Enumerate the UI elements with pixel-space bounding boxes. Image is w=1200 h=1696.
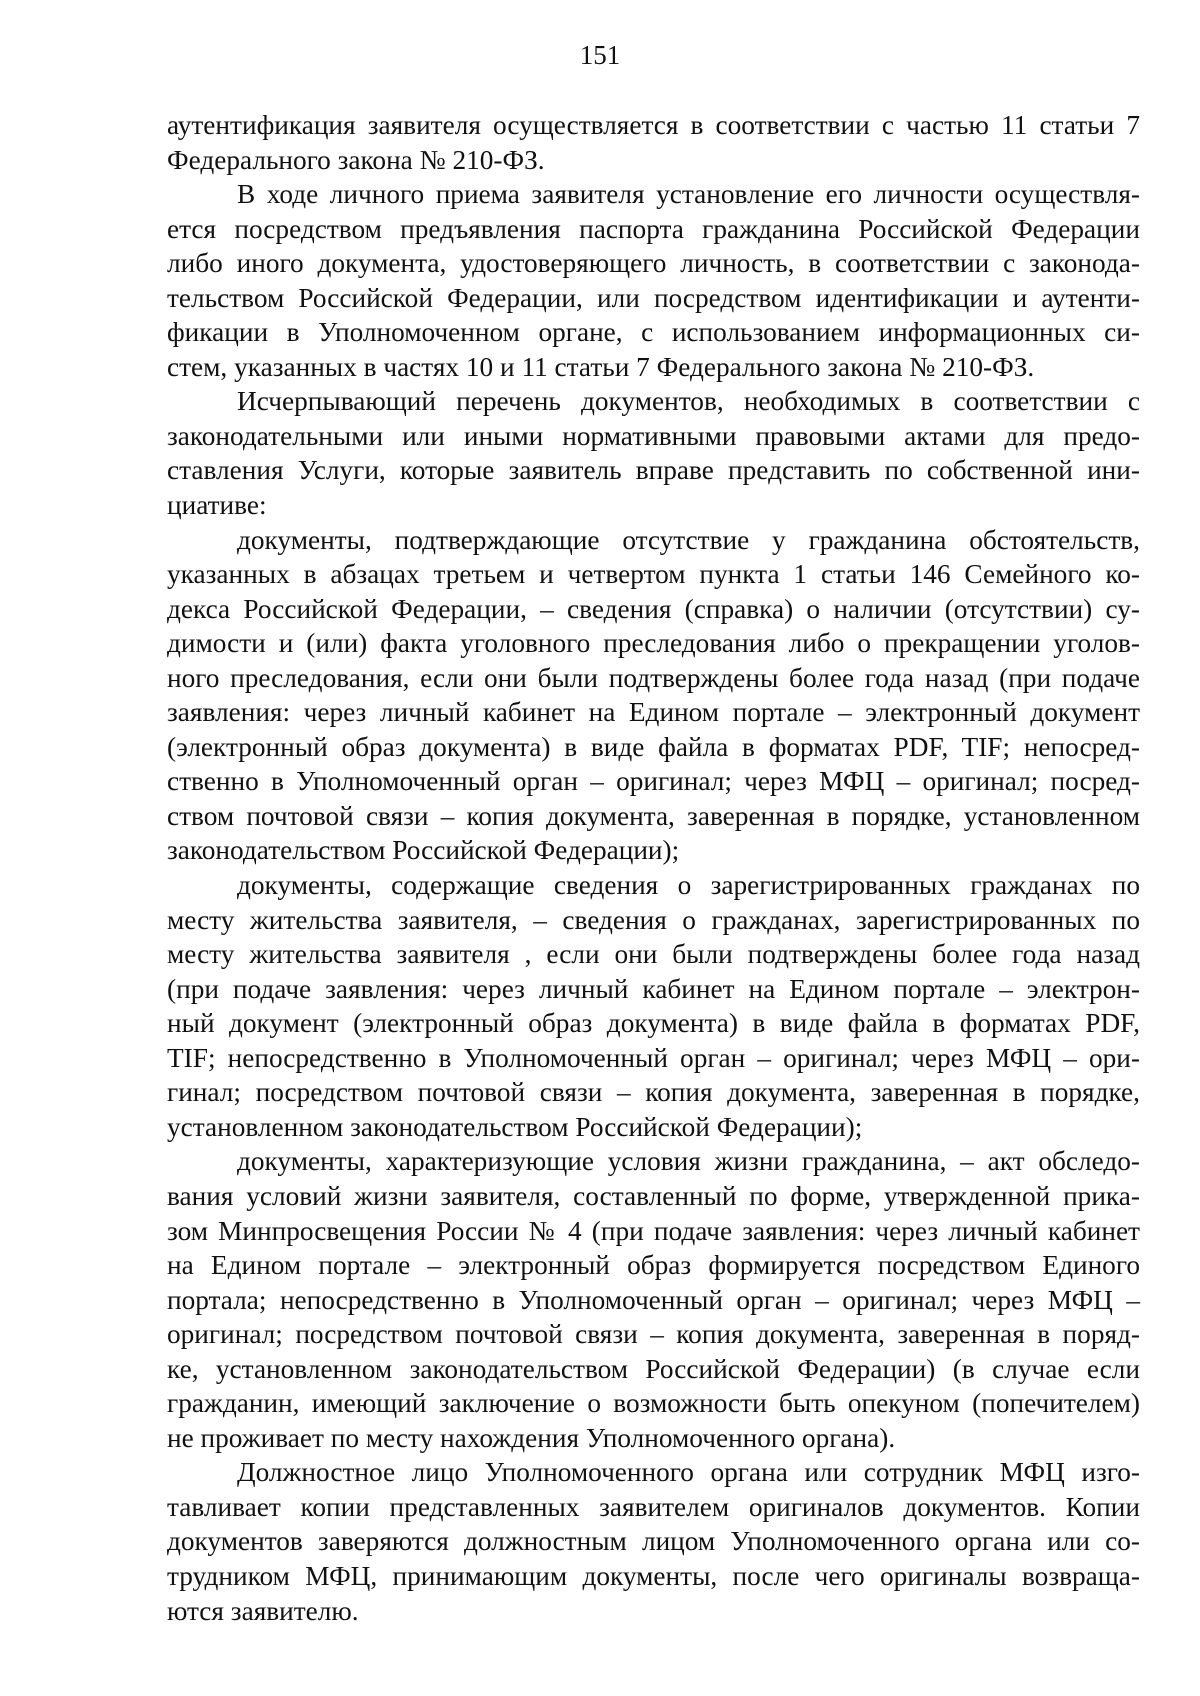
document-body	[167, 108, 1140, 1628]
paragraph	[167, 177, 1140, 384]
paragraph	[167, 1455, 1140, 1628]
text-line: гинал; посредством почтовой связи – копия документа, заверенная в порядке,	[167, 1077, 1140, 1108]
paragraph	[167, 384, 1140, 522]
text-line: Должностное лицо Уполномоченного органа или сотрудник МФЦ изго-	[237, 1457, 1140, 1488]
text-line: законодательными или иными нормативными правовыми актами для предо-	[167, 420, 1140, 451]
text-line: аутентификация заявителя осуществляется в соответствии с частью 11 статьи 7	[167, 110, 1140, 140]
text-line: портала; непосредственно в Уполномоченный орган – оригинал; через МФЦ –	[167, 1284, 1140, 1315]
text-line: указанных в абзацах третьем и четвертом пункта 1 статьи 146 Семейного ко-	[167, 559, 1140, 590]
text-line: циативе:	[167, 490, 267, 521]
text-line: (электронный образ документа) в виде файла в форматах PDF, TIF; непосред-	[167, 731, 1140, 762]
text-line: ством почтовой связи – копия документа, заверенная в порядке, установленном	[167, 800, 1140, 831]
paragraph	[167, 868, 1140, 1144]
text-line: ются заявителю.	[167, 1595, 359, 1626]
text-line: заявления: через личный кабинет на Едином портале – электронный документ	[167, 697, 1140, 728]
text-line: не проживает по месту нахождения Уполномоченного органа).	[167, 1422, 896, 1453]
text-line: фикации в Уполномоченном органе, с использованием информационных си-	[167, 317, 1140, 348]
text-line: месту жительства заявителя, – сведения о гражданах, зарегистрированных по	[167, 904, 1140, 935]
text-line: ется посредством предъявления паспорта гражданина Российской Федерации	[167, 213, 1140, 244]
text-line: трудником МФЦ, принимающим документы, после чего оригиналы возвраща-	[167, 1560, 1140, 1591]
paragraph	[167, 108, 1140, 177]
text-line: стем, указанных в частях 10 и 11 статьи 7 Федерального закона № 210-ФЗ.	[167, 351, 1035, 382]
text-line: (при подаче заявления: через личный кабинет на Едином портале – электрон-	[167, 973, 1140, 1004]
text-line: ке, установленном законодательством Российской Федерации) (в случае если	[167, 1353, 1140, 1384]
text-line: тавливает копии представленных заявителем оригиналов документов. Копии	[167, 1491, 1140, 1522]
text-line: гражданин, имеющий заключение о возможности быть опекуном (попечителем)	[167, 1388, 1140, 1419]
text-line: Исчерпывающий перечень документов, необходимых в соответствии с	[237, 386, 1140, 417]
text-line: зом Минпросвещения России № 4 (при подаче заявления: через личный кабинет	[167, 1215, 1140, 1246]
text-line: димости и (или) факта уголовного преследования либо о прекращении уголов-	[167, 628, 1140, 659]
text-line: ного преследования, если они были подтверждены более года назад (при подаче	[167, 662, 1140, 693]
text-line: ный документ (электронный образ документа) в виде файла в форматах PDF,	[167, 1008, 1140, 1039]
text-line: ственно в Уполномоченный орган – оригинал; через МФЦ – оригинал; посред-	[167, 766, 1140, 797]
page-number: 151	[579, 40, 621, 70]
text-line: В ходе личного приема заявителя установление его личности осуществля-	[237, 179, 1140, 210]
paragraph	[167, 1144, 1140, 1455]
text-line: декса Российской Федерации, – сведения (справка) о наличии (отсутствии) су-	[167, 593, 1140, 624]
text-line: документы, подтверждающие отсутствие у гражданина обстоятельств,	[237, 524, 1140, 555]
text-line: либо иного документа, удостоверяющего личность, в соответствии с законода-	[167, 248, 1140, 279]
text-line: TIF; непосредственно в Уполномоченный орган – оригинал; через МФЦ – ори-	[167, 1042, 1140, 1073]
text-line: документы, характеризующие условия жизни гражданина, – акт обследо-	[237, 1146, 1140, 1177]
text-line: установленном законодательством Российской Федерации);	[167, 1111, 863, 1142]
text-line: документы, содержащие сведения о зарегистрированных гражданах по	[237, 870, 1140, 901]
text-line: оригинал; посредством почтовой связи – копия документа, заверенная в поряд-	[167, 1319, 1140, 1350]
text-line: тельством Российской Федерации, или посредством идентификации и аутенти-	[167, 282, 1140, 313]
paragraph	[167, 523, 1140, 868]
text-line: документов заверяются должностным лицом Уполномоченного органа или со-	[167, 1526, 1140, 1557]
text-line: месту жительства заявителя , если они были подтверждены более года назад	[167, 939, 1140, 970]
text-line: на Едином портале – электронный образ формируется посредством Единого	[167, 1250, 1140, 1281]
text-line: законодательством Российской Федерации);	[167, 835, 680, 866]
text-line: вания условий жизни заявителя, составленный по форме, утвержденной прика-	[167, 1180, 1140, 1211]
text-line: Федерального закона № 210-ФЗ.	[167, 144, 545, 175]
text-line: ставления Услуги, которые заявитель вправе представить по собственной ини-	[167, 455, 1140, 486]
